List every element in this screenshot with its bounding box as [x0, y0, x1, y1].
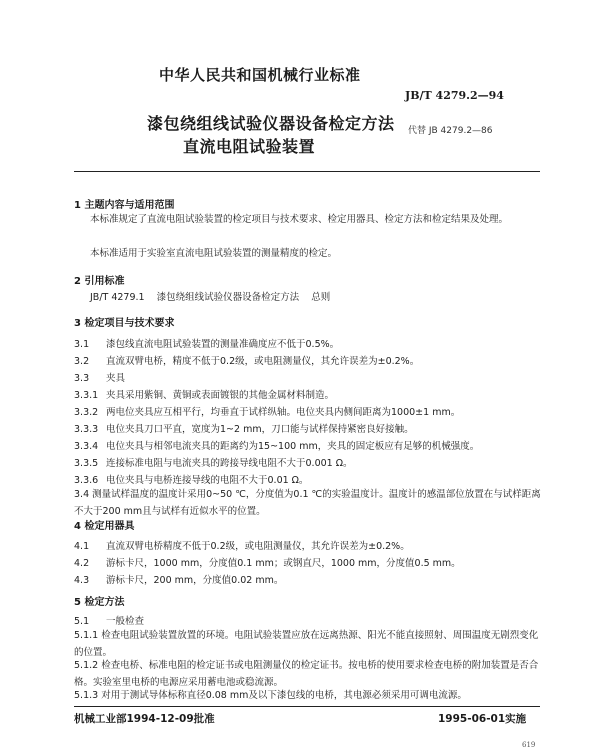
item-number: 3.3.4 — [74, 441, 99, 452]
item-number: 4.3 — [74, 575, 90, 586]
item-text: 电位夹具刀口平直，宽度为1~2 mm，刀口能与试样保持紧密良好接触。 — [106, 424, 414, 435]
item-number: 3.3.3 — [74, 424, 99, 435]
item-number: 5.1 — [74, 616, 90, 627]
list-item — [74, 438, 479, 452]
item-number: 3.3.5 — [74, 458, 99, 469]
item-5-1-2: 5.1.2 检查电桥、标准电阻的检定证书或电阻测量仪的检定证书。按电桥的使用要求检查电桥的附加装置是否合格。实验室里电桥的电源应采用蓄电池或稳流源。 — [74, 660, 539, 688]
item-text: 一般检查 — [106, 616, 145, 627]
standard-number: JB/T 4279.2—94 — [405, 89, 504, 102]
item-text: 电位夹具与电桥连接导线的电阻不大于0.01 Ω。 — [106, 475, 309, 486]
list-item — [74, 538, 410, 552]
item-number: 3.3.1 — [74, 390, 99, 401]
item-number: 3.2 — [74, 356, 90, 367]
item-text: 连接标准电阻与电流夹具的跨接导线电阻不大于0.001 Ω。 — [106, 458, 353, 469]
item-5-1-3: 5.1.3 对用于测试导体标称直径0.08 mm及以下漆包线的电桥，其电源必须采用可调电流源。 — [74, 690, 467, 701]
list-item — [74, 555, 461, 569]
section-1-paragraph-2: 本标准适用于实验室直流电阻试验装置的测量精度的检定。 — [90, 248, 338, 259]
item-text: 夹具采用紫铜、黄铜或表面镀银的其他金属材料制造。 — [106, 390, 335, 401]
item-number: 4.2 — [74, 558, 90, 569]
list-item — [74, 572, 283, 586]
document-title: 漆包绕组线试验仪器设备检定方法 — [147, 114, 395, 133]
section-1-paragraph-1: 本标准规定了直流电阻试验装置的检定项目与技术要求、检定用器具、检定方法和检定结果及处理。 — [90, 214, 509, 225]
approval-date: 机械工业部1994-12-09批准 — [74, 713, 215, 725]
item-number: 3.3 — [74, 373, 90, 384]
section-2-heading: 2 引用标准 — [74, 276, 125, 287]
effective-date: 1995-06-01实施 — [438, 713, 527, 725]
item-text: 直流双臂电桥，精度不低于0.2级，或电阻测量仪，其允许误差为±0.2%。 — [106, 356, 420, 367]
section-3-heading: 3 检定项目与技术要求 — [74, 318, 175, 329]
section-5-heading: 5 检定方法 — [74, 597, 125, 608]
list-item — [74, 472, 308, 486]
list-item — [74, 404, 460, 418]
list-item — [74, 370, 125, 384]
item-text: 游标卡尺，200 mm，分度值0.02 mm。 — [106, 575, 284, 586]
item-text: 夹具 — [106, 373, 126, 384]
referenced-standard: JB/T 4279.1 漆包绕组线试验仪器设备检定方法 总则 — [90, 292, 331, 303]
list-item — [74, 455, 352, 469]
item-text: 直流双臂电桥精度不低于0.2级，或电阻测量仪，其允许误差为±0.2%。 — [106, 541, 410, 552]
item-5-1-1: 5.1.1 检查电阻试验装置放置的环境。电阻试验装置应放在远离热源、阳光不能直接照射、周围温度无剧烈变化的位置。 — [74, 630, 539, 658]
item-text: 游标卡尺，1000 mm，分度值0.1 mm；或钢直尺，1000 mm，分度值0.5 mm。 — [106, 558, 461, 569]
item-number: 3.1 — [74, 339, 90, 350]
item-number: 4.1 — [74, 541, 90, 552]
document-subtitle: 直流电阻试验装置 — [183, 137, 316, 156]
section-4-heading: 4 检定用器具 — [74, 521, 135, 532]
item-text: 两电位夹具应互相平行，均垂直于试样纵轴。电位夹具内侧间距离为1000±1 mm。 — [106, 407, 461, 418]
list-item — [74, 353, 419, 367]
item-number: 3.3.2 — [74, 407, 99, 418]
list-item — [74, 613, 144, 627]
replaces-note: 代替 JB 4279.2—86 — [408, 126, 493, 136]
item-number: 3.3.6 — [74, 475, 99, 486]
list-item — [74, 387, 334, 401]
item-3-4: 3.4 测量试样温度的温度计采用0~50 ℃，分度值为0.1 ℃的实验温度计。温度计的感温部位放置在与试样距离不大于200 mm且与试样有近似水平的位置。 — [74, 489, 541, 517]
page-number: 619 — [522, 741, 536, 749]
list-item — [74, 336, 339, 350]
footer-divider — [74, 706, 540, 707]
issuing-organization: 中华人民共和国机械行业标准 — [159, 66, 361, 84]
list-item — [74, 421, 414, 435]
item-text: 漆包线直流电阻试验装置的测量准确度应不低于0.5%。 — [106, 339, 340, 350]
header-divider — [74, 171, 540, 172]
section-1-heading: 1 主题内容与适用范围 — [74, 200, 175, 211]
item-text: 电位夹具与相邻电流夹具的距离约为15~100 mm，夹具的固定板应有足够的机械强度。 — [106, 441, 480, 452]
